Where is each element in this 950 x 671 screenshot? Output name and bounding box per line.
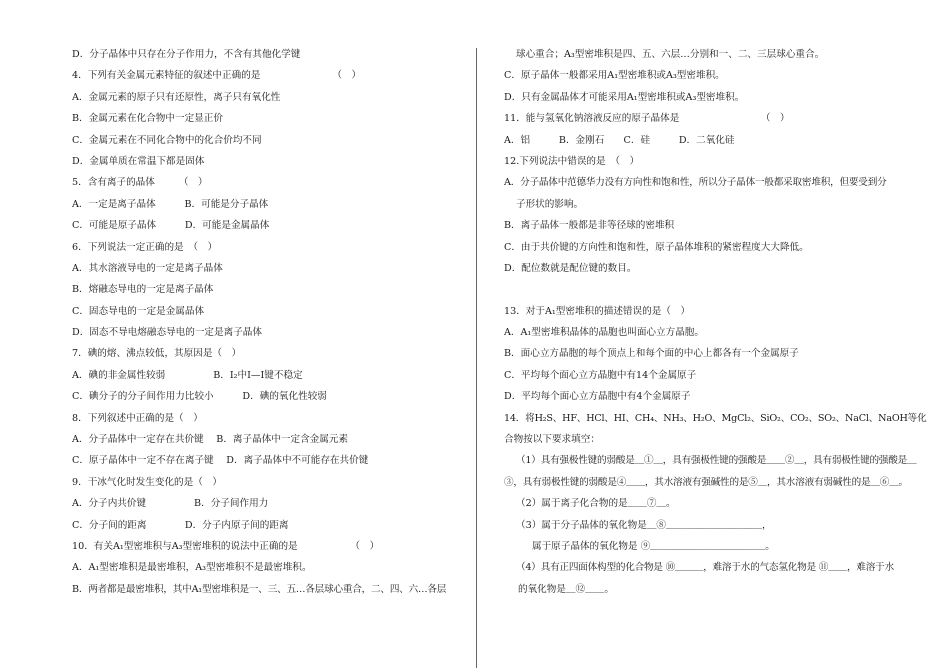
option-continuation: 球心重合；A₃型密堆积是四、五、六层…分别和一、二、三层球心重合。 <box>516 49 825 60</box>
option-line: B．面心立方晶胞的每个顶点上和每个面的中心上都各有一个金属原子 <box>504 348 799 360</box>
question-stem: 13．对于A₁型密堆积的描述错误的是（ ） <box>504 305 691 317</box>
option-line: A．金属元素的原子只有还原性，离子只有氧化性 <box>72 91 281 103</box>
left-column <box>72 44 472 600</box>
fill-in-line: （2）属于离子化合物的是＿＿⑦＿。 <box>516 498 676 510</box>
question-stem: 14．将H₂S、HF、HCl、HI、CH₄、NH₃、H₂O、MgCl₂、SiO₂、CO₂、SO₂、NaCl、NaOH等化 <box>504 412 927 424</box>
option-line: C．可能是原子晶体 D．可能是金属晶体 <box>72 220 270 232</box>
fill-in-line: （4）具有正四面体构型的化合物是 ⑩＿＿＿，难溶于水的气态氢化物是 ⑪＿＿，难溶于水 <box>516 562 894 574</box>
option-line: D．配位数就是配位键的数目。 <box>504 262 637 274</box>
option-line: A．A₁型密堆积是最密堆积，A₃型密堆积不是最密堆积。 <box>72 562 312 574</box>
fill-in-line: （1）具有强极性键的弱酸是＿①＿，具有强极性键的强酸是＿＿②＿，具有弱极性键的强酸是＿ <box>516 455 917 467</box>
question-stem: 6．下列说法一定正确的是 （ ） <box>72 241 218 253</box>
option-line: D．平均每个面心立方晶胞中有4个金属原子 <box>504 391 691 403</box>
right-column <box>504 44 927 600</box>
option-line: A．一定是离子晶体 B．可能是分子晶体 <box>72 198 269 210</box>
option-line: B．两者都是最密堆积，其中A₁型密堆积是一、三、五…各层球心重合，二、四、六…各层 <box>72 583 447 595</box>
option-line: C．分子间的距离 D．分子内原子间的距离 <box>72 519 289 531</box>
option-line: B．熔融态导电的一定是离子晶体 <box>72 284 214 296</box>
option-line: D．固态不导电熔融态导电的一定是离子晶体 <box>72 327 262 339</box>
option-line: C．碘分子的分子间作用力比较小 D．碘的氧化性较弱 <box>72 391 327 403</box>
option-line: C．原子晶体中一定不存在离子键 D．离子晶体中不可能存在共价键 <box>72 455 369 467</box>
option-line: A．碘的非金属性较弱 B．I₂中I—I键不稳定 <box>72 369 303 381</box>
option-line: D．只有金属晶体才可能采用A₁型密堆积或A₃型密堆积。 <box>504 91 745 103</box>
fill-in-line: ③，具有弱极性键的弱酸是④＿＿，其水溶液有强碱性的是⑤＿，其水溶液有弱碱性的是＿⑥＿。 <box>504 476 908 488</box>
question-stem: 7．碘的熔、沸点较低，其原因是（ ） <box>72 348 242 360</box>
text-line: D．分子晶体中只存在分子作用力，不含有其他化学键 <box>72 49 301 60</box>
option-continuation: 子形状的影响。 <box>516 198 584 210</box>
option-line: A．分子晶体中范德华力没有方向性和饱和性，所以分子晶体一般都采取密堆积，但要受到分 <box>504 177 887 189</box>
option-line: A．分子内共价键 B．分子间作用力 <box>72 498 269 510</box>
fill-in-line: 的氧化物是＿⑫＿＿。 <box>518 583 614 595</box>
question-stem: 9．干冰气化时发生变化的是（ ） <box>72 476 223 488</box>
question-stem: 4．下列有关金属元素特征的叙述中正确的是 （ ） <box>72 70 362 82</box>
option-line: B．离子晶体一般都是非等径球的密堆积 <box>504 220 675 232</box>
question-continuation: 合物按以下要求填空： <box>504 434 600 446</box>
blank-line <box>504 279 904 300</box>
option-line: C．原子晶体一般都采用A₁型密堆积或A₃型密堆积。 <box>504 70 725 82</box>
fill-in-line: （3）属于分子晶体的氧化物是＿⑧＿＿＿＿＿＿＿＿＿＿， <box>516 519 772 531</box>
option-line: B．金属元素在化合物中一定显正价 <box>72 113 223 125</box>
option-line: D．金属单质在常温下都是固体 <box>72 155 205 167</box>
option-line: A．A₁型密堆积晶体的晶胞也叫面心立方晶胞。 <box>504 327 704 339</box>
option-line: C．固态导电的一定是金属晶体 <box>72 305 205 317</box>
question-stem: 8．下列叙述中正确的是（ ） <box>72 412 203 424</box>
option-line: A．分子晶体中一定存在共价键 B．离子晶体中一定含金属元素 <box>72 434 349 446</box>
question-stem: 10．有关A₁型密堆积与A₃型密堆积的说法中正确的是 （ ） <box>72 540 380 552</box>
question-stem: 5．含有离子的晶体 （ ） <box>72 177 208 189</box>
question-stem: 11．能与氢氧化钠溶液反应的原子晶体是 （ ） <box>504 113 790 125</box>
column-divider <box>476 48 477 668</box>
option-line: A．铝 B．金刚石 C．硅 D．二氧化硅 <box>504 134 735 146</box>
option-line: A．其水溶液导电的一定是离子晶体 <box>72 262 223 274</box>
option-line: C．金属元素在不同化合物中的化合价均不同 <box>72 134 262 146</box>
fill-in-line: 属于原子晶体的氧化物是 ⑨＿＿＿＿＿＿＿＿＿＿＿＿。 <box>532 540 775 552</box>
option-line: C．平均每个面心立方晶胞中有14个金属原子 <box>504 369 697 381</box>
question-stem: 12.下列说法中错误的是 （ ） <box>504 155 640 167</box>
option-line: C．由于共价键的方向性和饱和性，原子晶体堆积的紧密程度大大降低。 <box>504 241 809 253</box>
